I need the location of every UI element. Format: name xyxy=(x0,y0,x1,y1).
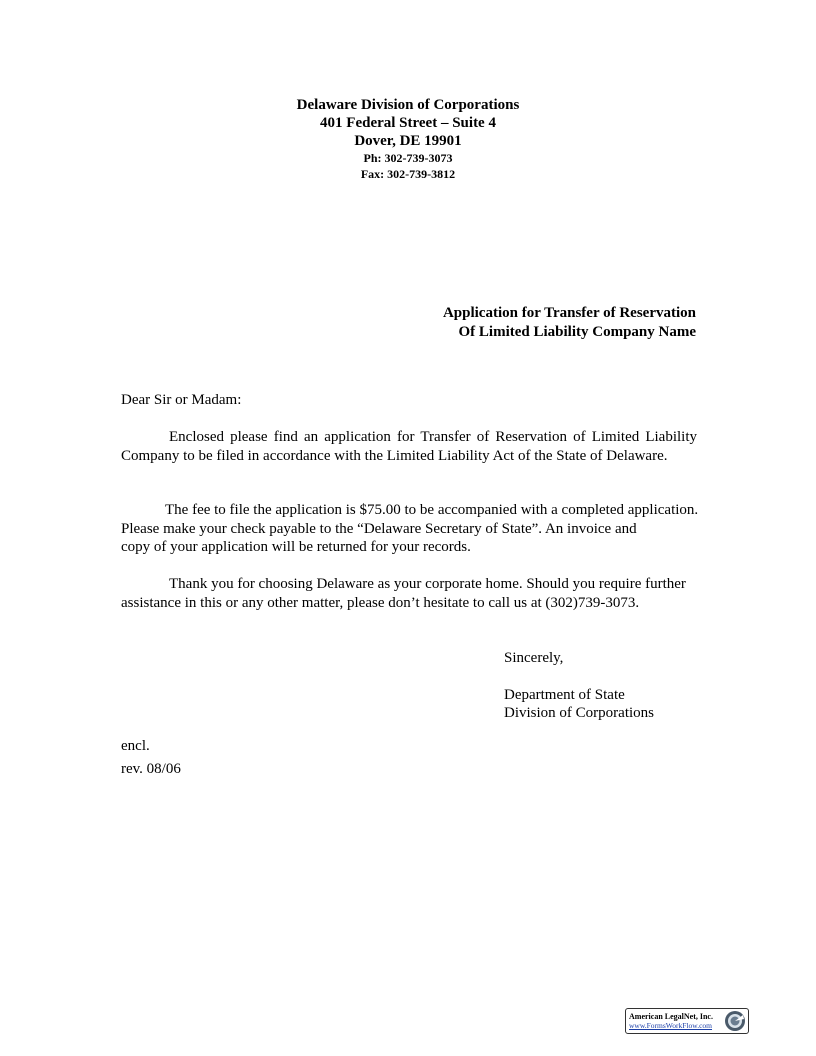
paragraph-thanks xyxy=(121,575,697,612)
title-line-1: Application for Transfer of Reservation xyxy=(442,305,696,321)
paragraph-enclosed-text: Enclosed please find an application for Transfer of Reservation of Limited Liability Company to be filed in accordance with the Limited Liability Act of the State of Delaware. xyxy=(121,429,697,464)
publisher-badge[interactable] xyxy=(625,1008,749,1034)
document-title xyxy=(443,304,696,342)
letterhead-city: Dover, DE 19901 xyxy=(354,133,462,149)
letterhead-street: 401 Federal Street – Suite 4 xyxy=(320,115,496,131)
paragraph-enclosed xyxy=(121,428,697,465)
paragraph-thanks-text: Thank you for choosing Delaware as your corporate home. Should you require further assistance in this or any other matter, please don’t hesitate to call us at (302)739-3073. xyxy=(121,576,686,611)
globe-logo-icon xyxy=(724,1010,746,1032)
paragraph-fee-line-2: Please make your check payable to the “Delaware Secretary of State”. An invoice and xyxy=(121,520,637,537)
title-line-2: Of Limited Liability Company Name xyxy=(458,324,696,340)
greeting: Dear Sir or Madam: xyxy=(121,392,242,408)
enclosure-note: encl. xyxy=(121,738,150,754)
paragraph-fee-line-3: copy of your application will be returned for your records. xyxy=(121,539,471,555)
revision-note: rev. 08/06 xyxy=(121,761,181,777)
signature-department: Department of State xyxy=(504,687,625,703)
closing-sincerely: Sincerely, xyxy=(504,650,564,666)
letterhead xyxy=(0,96,816,182)
signature-division: Division of Corporations xyxy=(504,705,654,721)
letterhead-fax: Fax: 302-739-3812 xyxy=(360,167,456,181)
badge-url-link[interactable]: www.FormsWorkFlow.com xyxy=(629,1021,713,1030)
badge-company-name: American LegalNet, Inc. xyxy=(629,1012,713,1021)
paragraph-fee xyxy=(121,501,761,557)
paragraph-fee-line-1: The fee to file the application is $75.00 to be accompanied with a completed application. xyxy=(165,502,699,518)
letterhead-org: Delaware Division of Corporations xyxy=(296,97,520,113)
letterhead-phone: Ph: 302-739-3073 xyxy=(363,151,453,165)
